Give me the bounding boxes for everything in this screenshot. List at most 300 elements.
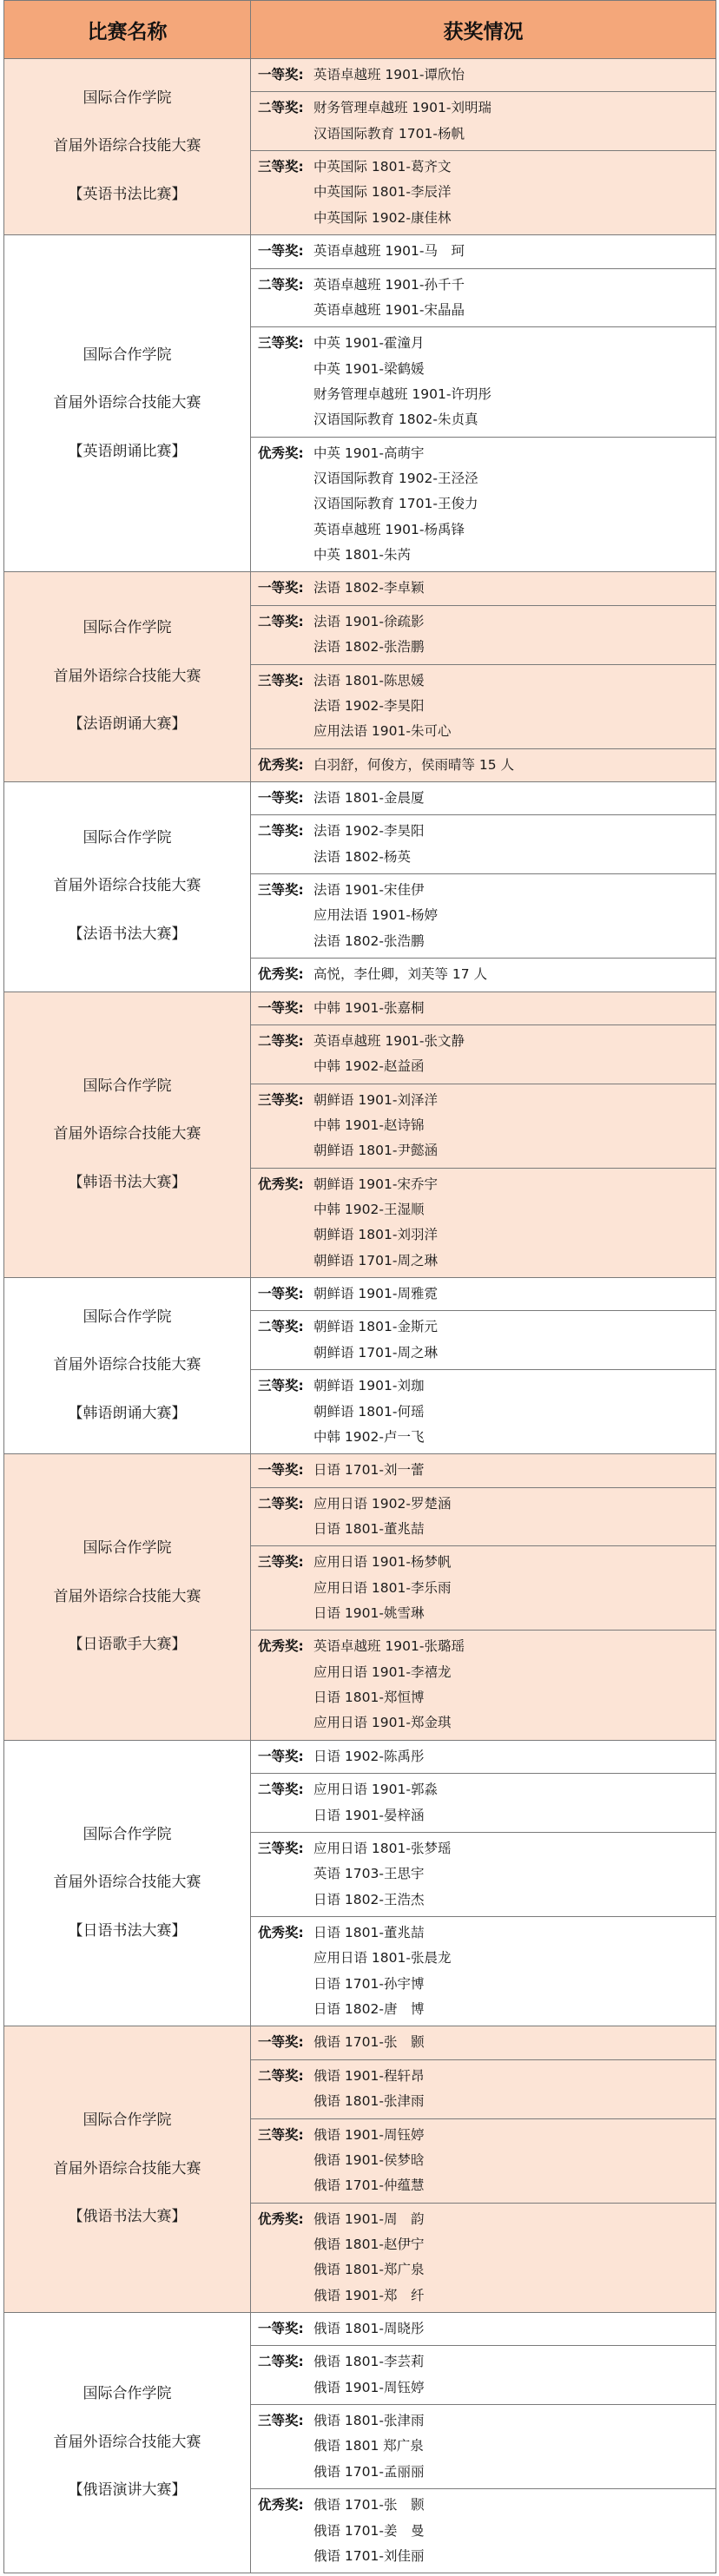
award-line — [258, 239, 716, 264]
award-line — [258, 407, 716, 432]
award-level-label: 优秀奖: — [258, 1638, 304, 1655]
winner-name: 中英 1901-梁鹤媛 — [313, 360, 425, 377]
award-level-label: 二等奖: — [258, 1032, 304, 1049]
winner-name: 俄语 1701-张 颢 — [313, 2034, 425, 2051]
winner-name: 应用日语 1801-李乐雨 — [313, 1579, 452, 1596]
competition-name-cell — [4, 1454, 251, 1741]
award-line — [258, 298, 716, 323]
winner-name: 日语 1802-王浩杰 — [313, 1891, 425, 1907]
competition-name-cell — [4, 572, 251, 782]
competition-block — [4, 1454, 716, 1741]
winner-name: 英语卓越班 1901-谭欣怡 — [313, 67, 465, 82]
award-level-label: 一等奖: — [258, 1748, 304, 1764]
contest-name: 首届外语综合技能大赛 — [53, 1587, 201, 1605]
award-group-row — [4, 992, 716, 1024]
winner-name: 应用日语 1901-杨梦帆 — [313, 1554, 452, 1571]
winner-name: 英语卓越班 1901-张文静 — [313, 1032, 465, 1049]
winner-name: 中英国际 1801-葛齐文 — [313, 159, 452, 175]
award-level-label: 二等奖: — [258, 1495, 304, 1512]
award-line — [258, 2408, 716, 2434]
award-level-label: 三等奖: — [258, 159, 304, 175]
winner-name: 英语卓越班 1901-马 珂 — [313, 243, 465, 260]
winner-name: 俄语 1701-刘佳丽 — [313, 2547, 425, 2564]
winner-name: 中韩 1902-赵益函 — [313, 1058, 425, 1075]
winner-name: 中韩 1901-赵诗锦 — [313, 1117, 425, 1133]
award-result-cell — [251, 815, 716, 874]
college-name: 国际合作学院 — [82, 89, 172, 107]
award-line — [258, 845, 716, 870]
award-result-cell — [251, 437, 716, 572]
award-level-label: 三等奖: — [258, 1378, 304, 1394]
award-line — [258, 669, 716, 694]
award-level-label: 一等奖: — [258, 1286, 304, 1302]
award-line — [258, 155, 716, 180]
award-result-cell — [251, 2203, 716, 2312]
college-name: 国际合作学院 — [82, 619, 172, 637]
winner-name: 汉语国际教育 1701-杨帆 — [313, 125, 465, 142]
college-name: 国际合作学院 — [82, 828, 172, 847]
winner-name: 法语 1802-张浩鹏 — [313, 639, 425, 656]
winner-name: 俄语 1901-程轩昂 — [313, 2067, 425, 2084]
competition-name-cell — [4, 235, 251, 572]
winner-name: 俄语 1801-赵伊宁 — [313, 2236, 425, 2252]
winner-name: 俄语 1901-郑 纤 — [313, 2287, 425, 2303]
award-line — [258, 122, 716, 147]
competition-title: 【韩语朗诵大赛】 — [68, 1404, 187, 1422]
competition-block — [4, 572, 716, 782]
winner-name: 日语 1902-陈禹彤 — [313, 1748, 425, 1764]
winner-name: 法语 1801-陈思媛 — [313, 672, 425, 688]
award-line — [258, 1400, 716, 1425]
award-level-label: 一等奖: — [258, 2321, 304, 2337]
award-line — [258, 1425, 716, 1450]
winner-name: 中英 1801-朱芮 — [313, 547, 411, 563]
winner-name: 应用日语 1901-郭淼 — [313, 1782, 438, 1798]
award-line — [258, 1314, 716, 1340]
winner-name: 日语 1801-董兆喆 — [313, 1925, 425, 1940]
award-level-label: 一等奖: — [258, 1462, 304, 1479]
winner-name: 俄语 1701-仲蕴慧 — [313, 2177, 425, 2194]
award-line — [258, 1888, 716, 1913]
winner-name: 中英 1901-高萌宇 — [313, 445, 425, 461]
award-line — [258, 1576, 716, 1601]
winner-name: 俄语 1701-姜 曼 — [313, 2522, 425, 2539]
winner-name: 中韩 1901-张嘉桐 — [313, 999, 425, 1016]
award-line — [258, 2519, 716, 2544]
award-group-row — [4, 1454, 716, 1487]
award-result-cell — [251, 1631, 716, 1740]
award-level-label: 优秀奖: — [258, 445, 304, 461]
award-line — [258, 2316, 716, 2342]
winner-name: 法语 1901-宋佳伊 — [313, 882, 425, 899]
award-line — [258, 1054, 716, 1079]
award-line — [258, 1710, 716, 1736]
award-line — [258, 2375, 716, 2401]
competition-block — [4, 1740, 716, 2026]
award-level-label: 二等奖: — [258, 276, 304, 293]
winner-name: 朝鲜语 1901-周雅霓 — [313, 1286, 438, 1302]
winner-name: 财务管理卓越班 1901-许玥彤 — [313, 385, 491, 402]
winner-name: 应用日语 1801-张梦瑶 — [313, 1840, 452, 1856]
award-group-row — [4, 572, 716, 605]
winner-name: 俄语 1701-孟丽丽 — [313, 2463, 425, 2480]
award-line — [258, 576, 716, 601]
winner-name: 法语 1902-李昊阳 — [313, 697, 425, 714]
award-result-cell — [251, 1774, 716, 1833]
winner-name: 法语 1802-张浩鹏 — [313, 932, 425, 949]
award-line — [258, 753, 716, 778]
award-line — [258, 1113, 716, 1138]
award-group-row — [4, 781, 716, 814]
competition-block — [4, 2313, 716, 2573]
award-line — [258, 1685, 716, 1710]
winner-name: 法语 1902-李昊阳 — [313, 823, 425, 840]
college-name: 国际合作学院 — [82, 1539, 172, 1558]
award-line — [258, 878, 716, 903]
award-line — [258, 1197, 716, 1222]
winner-name: 俄语 1801-李芸莉 — [313, 2354, 425, 2370]
winner-name: 应用法语 1901-朱可心 — [313, 723, 452, 740]
award-result-cell — [251, 1917, 716, 2026]
competition-name-cell — [4, 2026, 251, 2313]
winner-name: 中韩 1902-卢一飞 — [313, 1428, 425, 1445]
winner-name: 朝鲜语 1801-刘羽洋 — [313, 1227, 438, 1243]
award-line — [258, 357, 716, 382]
college-name: 国际合作学院 — [82, 1077, 172, 1095]
award-line — [258, 517, 716, 543]
award-result-cell — [251, 664, 716, 748]
award-line — [258, 2123, 716, 2148]
winner-name: 朝鲜语 1901-宋乔宇 — [313, 1176, 438, 1192]
competition-title: 【法语朗诵大赛】 — [68, 715, 187, 734]
winner-name: 英语卓越班 1901-杨禹锋 — [313, 521, 465, 537]
award-result-cell — [251, 2489, 716, 2573]
winner-name: 俄语 1901-周钰婷 — [313, 2379, 425, 2395]
winner-name: 朝鲜语 1901-刘珈 — [313, 1378, 425, 1394]
award-result-cell — [251, 59, 716, 92]
winner-name: 高悦，李仕卿，刘芙等 17 人 — [313, 966, 488, 983]
award-line — [258, 1777, 716, 1802]
winner-name: 日语 1701-孙宇博 — [313, 1975, 425, 1992]
competition-title: 【俄语书法大赛】 — [68, 2208, 187, 2226]
award-result-cell — [251, 781, 716, 814]
award-line — [258, 2544, 716, 2569]
award-line — [258, 1248, 716, 1274]
award-line — [258, 1281, 716, 1307]
award-line — [258, 441, 716, 466]
award-line — [258, 2148, 716, 2173]
award-line — [258, 929, 716, 954]
award-line — [258, 331, 716, 356]
award-line — [258, 2232, 716, 2257]
award-result-cell — [251, 1278, 716, 1311]
award-line — [258, 180, 716, 205]
contest-name: 首届外语综合技能大赛 — [53, 877, 201, 895]
award-level-label: 一等奖: — [258, 2034, 304, 2051]
contest-name: 首届外语综合技能大赛 — [53, 1874, 201, 1892]
award-line — [258, 206, 716, 231]
contest-name: 首届外语综合技能大赛 — [53, 2433, 201, 2451]
competition-title: 【英语书法比赛】 — [68, 185, 187, 203]
competition-name-cell — [4, 1278, 251, 1454]
award-result-cell — [251, 748, 716, 781]
contest-name: 首届外语综合技能大赛 — [53, 1125, 201, 1143]
award-result-cell — [251, 874, 716, 959]
award-result-cell — [251, 2346, 716, 2405]
award-line — [258, 819, 716, 844]
award-result-cell — [251, 992, 716, 1024]
winner-name: 财务管理卓越班 1901-刘明瑞 — [313, 100, 491, 116]
award-result-cell — [251, 2026, 716, 2059]
award-line — [258, 1029, 716, 1054]
award-group-row — [4, 235, 716, 268]
award-level-label: 优秀奖: — [258, 966, 304, 983]
award-level-label: 三等奖: — [258, 335, 304, 352]
award-level-label: 二等奖: — [258, 613, 304, 629]
winner-name: 日语 1801-郑恒博 — [313, 1690, 425, 1706]
header-award-results: 获奖情况 — [251, 1, 716, 59]
award-level-label: 三等奖: — [258, 672, 304, 688]
award-line — [258, 2064, 716, 2089]
award-line — [258, 2257, 716, 2283]
competition-title: 【日语书法大赛】 — [68, 1921, 187, 1940]
award-level-label: 二等奖: — [258, 100, 304, 116]
award-level-label: 优秀奖: — [258, 1925, 304, 1940]
award-line — [258, 1972, 716, 1997]
winner-name: 法语 1801-金晨厦 — [313, 789, 425, 806]
competition-name-cell — [4, 2313, 251, 2573]
winner-name: 汉语国际教育 1701-王俊力 — [313, 496, 478, 512]
winner-name: 中英国际 1902-康佳林 — [313, 209, 452, 226]
award-level-label: 三等奖: — [258, 2126, 304, 2143]
winner-name: 应用日语 1901-郑金琪 — [313, 1715, 452, 1731]
contest-name: 首届外语综合技能大赛 — [53, 394, 201, 412]
award-level-label: 二等奖: — [258, 1782, 304, 1798]
winner-name: 朝鲜语 1701-周之琳 — [313, 1344, 438, 1360]
award-line — [258, 1920, 716, 1946]
award-level-label: 三等奖: — [258, 1840, 304, 1856]
winner-name: 白羽舒，何俊方，侯雨晴等 15 人 — [313, 756, 515, 773]
winner-name: 朝鲜语 1701-周之琳 — [313, 1252, 438, 1268]
award-group-row — [4, 1278, 716, 1311]
college-name: 国际合作学院 — [82, 346, 172, 364]
award-line — [258, 1492, 716, 1517]
award-result-cell — [251, 1832, 716, 1916]
award-line — [258, 1222, 716, 1248]
award-line — [258, 1601, 716, 1626]
award-line — [258, 962, 716, 987]
winner-name: 朝鲜语 1801-金斯元 — [313, 1319, 438, 1335]
award-line — [258, 2460, 716, 2485]
winner-name: 俄语 1901-侯梦晗 — [313, 2151, 425, 2168]
award-line — [258, 63, 716, 88]
award-result-cell — [251, 2405, 716, 2489]
award-group-row — [4, 2313, 716, 2346]
contest-name: 首届外语综合技能大赛 — [53, 2159, 201, 2177]
award-line — [258, 786, 716, 811]
award-level-label: 一等奖: — [258, 243, 304, 260]
college-name: 国际合作学院 — [82, 1825, 172, 1843]
winner-name: 法语 1802-李卓颖 — [313, 580, 425, 596]
award-line — [258, 466, 716, 491]
award-result-cell — [251, 2118, 716, 2203]
award-level-label: 一等奖: — [258, 999, 304, 1016]
award-result-cell — [251, 1168, 716, 1277]
award-line — [258, 491, 716, 517]
award-line — [258, 719, 716, 744]
competition-name-cell — [4, 781, 251, 992]
award-line — [258, 2089, 716, 2114]
award-line — [258, 996, 716, 1021]
winner-name: 俄语 1801-张津雨 — [313, 2093, 425, 2110]
award-line — [258, 2030, 716, 2055]
award-result-cell — [251, 235, 716, 268]
winner-name: 中英 1901-霍潼月 — [313, 335, 425, 352]
award-result-cell — [251, 1370, 716, 1454]
award-group-row — [4, 59, 716, 92]
award-result-cell — [251, 2059, 716, 2118]
competition-name-cell — [4, 59, 251, 235]
header-competition-name: 比赛名称 — [4, 1, 251, 59]
award-line — [258, 1744, 716, 1769]
winner-name: 应用日语 1901-李禧龙 — [313, 1664, 452, 1680]
winner-name: 中英国际 1801-李辰洋 — [313, 184, 452, 201]
winner-name: 应用日语 1902-罗楚涵 — [313, 1495, 452, 1512]
winner-name: 汉语国际教育 1802-朱贞真 — [313, 412, 478, 428]
award-line — [258, 1634, 716, 1659]
award-line — [258, 2283, 716, 2309]
competition-name-cell — [4, 992, 251, 1278]
winner-name: 朝鲜语 1801-何瑶 — [313, 1403, 425, 1420]
award-line — [258, 1861, 716, 1887]
award-result-cell — [251, 1454, 716, 1487]
winner-name: 法语 1901-徐疏影 — [313, 613, 425, 629]
award-result-cell — [251, 268, 716, 327]
award-line — [258, 1997, 716, 2022]
award-level-label: 一等奖: — [258, 580, 304, 596]
award-line — [258, 1946, 716, 1971]
award-line — [258, 96, 716, 121]
award-level-label: 优秀奖: — [258, 756, 304, 773]
competition-title: 【英语朗诵比赛】 — [68, 442, 187, 460]
award-result-cell — [251, 572, 716, 605]
winner-name: 朝鲜语 1901-刘泽洋 — [313, 1091, 438, 1108]
award-level-label: 一等奖: — [258, 789, 304, 806]
winner-name: 日语 1901-姚雪琳 — [313, 1605, 425, 1622]
award-line — [258, 2434, 716, 2459]
winner-name: 中韩 1902-王湿顺 — [313, 1202, 425, 1218]
award-result-cell — [251, 92, 716, 151]
award-line — [258, 2493, 716, 2518]
award-line — [258, 543, 716, 568]
competition-title: 【法语书法大赛】 — [68, 925, 187, 943]
college-name: 国际合作学院 — [82, 2112, 172, 2130]
award-group-row — [4, 2026, 716, 2059]
contest-name: 首届外语综合技能大赛 — [53, 667, 201, 685]
award-line — [258, 382, 716, 407]
award-level-label: 三等奖: — [258, 2413, 304, 2429]
winner-name: 日语 1701-刘一蕾 — [313, 1462, 425, 1479]
award-result-cell — [251, 151, 716, 235]
award-line — [258, 903, 716, 928]
competition-block — [4, 781, 716, 992]
college-name: 国际合作学院 — [82, 1308, 172, 1326]
award-line — [258, 635, 716, 660]
award-line — [258, 273, 716, 298]
winner-name: 朝鲜语 1801-尹懿涵 — [313, 1143, 438, 1159]
winner-name: 英语卓越班 1901-孙千千 — [313, 276, 465, 293]
award-level-label: 二等奖: — [258, 823, 304, 840]
header-row — [4, 1, 716, 59]
awards-table — [3, 0, 716, 2573]
winner-name: 俄语 1801 郑广泉 — [313, 2438, 424, 2454]
award-level-label: 二等奖: — [258, 2354, 304, 2370]
award-level-label: 二等奖: — [258, 2067, 304, 2084]
award-result-cell — [251, 2313, 716, 2346]
award-line — [258, 1458, 716, 1483]
competition-block — [4, 59, 716, 235]
award-result-cell — [251, 1024, 716, 1084]
award-level-label: 三等奖: — [258, 1554, 304, 1571]
award-line — [258, 2173, 716, 2198]
award-line — [258, 1550, 716, 1575]
award-group-row — [4, 1740, 716, 1773]
competition-name-cell — [4, 1740, 251, 2026]
competition-block — [4, 1278, 716, 1454]
winner-name: 俄语 1901-周钰婷 — [313, 2126, 425, 2143]
winner-name: 俄语 1901-周 韵 — [313, 2210, 425, 2227]
award-line — [258, 1517, 716, 1542]
award-line — [258, 1088, 716, 1113]
award-line — [258, 2349, 716, 2375]
award-level-label: 优秀奖: — [258, 1176, 304, 1192]
winner-name: 日语 1901-晏梓涵 — [313, 1807, 425, 1823]
winner-name: 法语 1802-杨英 — [313, 848, 411, 865]
award-level-label: 一等奖: — [258, 67, 304, 82]
competition-block — [4, 992, 716, 1278]
winner-name: 俄语 1701-张 颢 — [313, 2497, 425, 2513]
award-line — [258, 1374, 716, 1399]
award-line — [258, 1172, 716, 1197]
winner-name: 应用法语 1901-杨婷 — [313, 907, 438, 924]
award-line — [258, 2207, 716, 2232]
award-result-cell — [251, 1311, 716, 1370]
contest-name: 首届外语综合技能大赛 — [53, 1356, 201, 1374]
award-result-cell — [251, 605, 716, 664]
college-name: 国际合作学院 — [82, 2385, 172, 2403]
winner-name: 英语卓越班 1901-张璐瑶 — [313, 1638, 465, 1655]
award-level-label: 二等奖: — [258, 1319, 304, 1335]
award-line — [258, 1660, 716, 1685]
award-level-label: 优秀奖: — [258, 2210, 304, 2227]
winner-name: 俄语 1801-张津雨 — [313, 2413, 425, 2429]
award-level-label: 三等奖: — [258, 1091, 304, 1108]
competition-title: 【俄语演讲大赛】 — [68, 2481, 187, 2500]
award-result-cell — [251, 1084, 716, 1168]
award-result-cell — [251, 327, 716, 437]
winner-name: 汉语国际教育 1902-王泾泾 — [313, 471, 478, 487]
award-level-label: 优秀奖: — [258, 2497, 304, 2513]
winner-name: 俄语 1801-郑广泉 — [313, 2262, 425, 2278]
award-line — [258, 694, 716, 719]
award-result-cell — [251, 1487, 716, 1546]
winner-name: 日语 1801-董兆喆 — [313, 1520, 425, 1537]
winner-name: 英语卓越班 1901-宋晶晶 — [313, 301, 465, 318]
award-result-cell — [251, 1546, 716, 1631]
competition-title: 【韩语书法大赛】 — [68, 1173, 187, 1191]
award-result-cell — [251, 1740, 716, 1773]
competition-block — [4, 2026, 716, 2313]
